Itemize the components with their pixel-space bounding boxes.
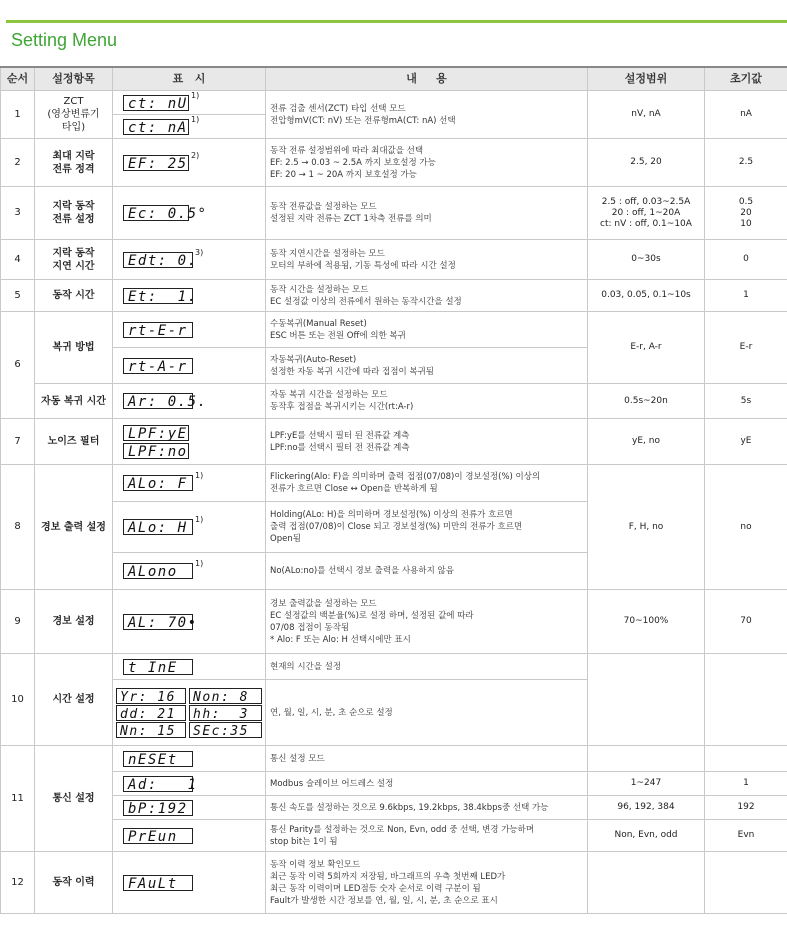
setting-range: 1~247 [588, 772, 705, 796]
description-line: Open됨 [270, 534, 301, 544]
description-line: No(ALo:no)를 선택시 경보 출력을 사용하지 않음 [266, 553, 588, 590]
table-row [1, 419, 787, 465]
initial-value: 1 [705, 280, 787, 312]
initial-value: 0.5 [738, 196, 754, 207]
lcd-display: rt-E-r [123, 322, 193, 338]
row-item: 경보 설정 [35, 590, 113, 654]
table-row [1, 465, 787, 502]
row-number: 5 [1, 280, 35, 312]
table-row [1, 590, 787, 654]
table-row [1, 820, 787, 852]
lcd-display: t InE [123, 659, 193, 675]
setting-range: 0~30s [588, 240, 705, 280]
lcd-display: Edt: 0. [123, 252, 193, 268]
description-line: EC 설정값 이상의 전류에서 원하는 동작시간을 설정 [270, 296, 462, 307]
lcd-display: Ad: 1 [123, 776, 193, 792]
lcd-display: PrEun [123, 828, 193, 844]
setting-range: 0.5s~20n [588, 384, 705, 419]
header-range: 설정범위 [588, 67, 705, 91]
table-row [1, 240, 787, 280]
footnote-mark: 1) [195, 471, 204, 480]
row-item: 지락 동작 지연 시간 [35, 240, 113, 280]
setting-range: F, H, no [588, 465, 705, 590]
setting-range: 2.5 : off, 0.03~2.5A [601, 196, 691, 207]
table-row [1, 746, 787, 772]
setting-range: Non, Evn, odd [588, 820, 705, 852]
lcd-display: ct: nU [123, 95, 189, 111]
setting-range: 2.5, 20 [588, 139, 705, 187]
description-line: 동작 전류값을 설정하는 모드 [270, 202, 377, 212]
row-number: 8 [1, 465, 35, 590]
description-line: Flickering(Alo: F)을 의미하며 출력 접점(07/08)이 경보설정(%) 이상의 [270, 472, 541, 482]
description-line: 통신 설정 모드 [266, 746, 588, 772]
table-row [1, 384, 787, 419]
description-line: 설정된 지락 전류는 ZCT 1차측 전류를 의미 [270, 214, 432, 224]
lcd-display: Et: 1. [123, 288, 193, 304]
initial-value: yE [705, 419, 787, 465]
description-line: 경보 출력값을 설정하는 모드 [270, 598, 377, 609]
table-row [1, 772, 787, 796]
lcd-display: ALo: F [123, 475, 193, 491]
row-item: 최대 지락 전류 정격 [35, 139, 113, 187]
footnote-mark: 1) [191, 114, 200, 124]
initial-value: 0 [705, 240, 787, 280]
description-line: 전류가 흐르면 Close ↔ Open을 반복하게 됨 [270, 484, 438, 494]
setting-range: yE, no [588, 419, 705, 465]
row-number: 11 [1, 746, 35, 852]
description-line: 전류 검출 센서(ZCT) 타입 선택 모드 [270, 103, 406, 114]
initial-value: 192 [705, 796, 787, 820]
description-line: 동작 이력 정보 확인모드 [270, 859, 361, 870]
table-row [1, 852, 787, 914]
description-line: 수동복귀(Manual Reset) [270, 318, 367, 329]
row-item: 경보 출력 설정 [35, 465, 113, 590]
setting-range: 20 : off, 1~20A [611, 207, 681, 218]
row-item: ZCT (영상변류기 타입) [35, 91, 113, 139]
lcd-display: EF: 25 [123, 155, 189, 171]
row-item: 통신 설정 [35, 746, 113, 852]
initial-value: Evn [705, 820, 787, 852]
description-line: 최근 동작 이력 5회까지 저장됨, 바그래프의 우측 첫번째 LED가 [270, 871, 506, 882]
description-line: 통신 속도를 설정하는 것으로 9.6kbps, 19.2kbps, 38.4kbps중 선택 가능 [266, 796, 588, 820]
table-row [1, 654, 787, 680]
table-row [1, 139, 787, 187]
header-display: 표 시 [113, 67, 266, 91]
description-line: 현재의 시간을 설정 [266, 654, 588, 680]
lcd-display: FAuLt [123, 875, 193, 891]
description-line: 동작후 접점을 복귀시키는 시간(rt:A-r) [270, 402, 414, 412]
description-line: 설정한 자동 복귀 시간에 따라 접점이 복귀됨 [270, 366, 435, 377]
description-line: EC 설정값의 백분율(%)로 설정 하며, 설정된 값에 따라 [270, 610, 474, 621]
row-number: 6 [1, 312, 35, 419]
description-line: * Alo: F 또는 Alo: H 선택시에만 표시 [270, 634, 411, 645]
description-line: 자동복귀(Auto-Reset) [270, 354, 357, 365]
lcd-display: bP:192 [123, 800, 193, 816]
row-item: 자동 복귀 시간 [35, 384, 113, 419]
lcd-display: Yr: 16 [116, 688, 186, 704]
lcd-display: nESEt [123, 751, 193, 767]
setting-range: 70~100% [588, 590, 705, 654]
lcd-display: ALo: H [123, 519, 193, 535]
description-line: 동작 전류 설정범위에 따라 최대값을 선택 [270, 145, 424, 156]
row-number: 1 [1, 91, 35, 139]
setting-range: E-r, A-r [588, 312, 705, 384]
title-underline [6, 20, 787, 23]
row-number: 4 [1, 240, 35, 280]
description-line: 전압형mV(CT: nV) 또는 전류형mA(CT: nA) 선택 [270, 115, 456, 126]
description-line: Holding(ALo: H)을 의미하며 경보설정(%) 이상의 전류가 흐르면 [270, 510, 513, 520]
row-number: 3 [1, 187, 35, 240]
initial-value: E-r [705, 312, 787, 384]
footnote-mark: 3) [195, 247, 204, 257]
description-line: 07/08 접점이 동작됨 [270, 622, 350, 633]
description-line: LPF:no를 선택시 필터 전 전류값 계측 [270, 442, 410, 453]
row-item: 동작 시간 [35, 280, 113, 312]
lcd-display: rt-A-r [123, 358, 193, 374]
lcd-display: Ec: 0.5° [123, 205, 189, 221]
setting-range: nV, nA [588, 91, 705, 139]
lcd-display: AL: 70• [123, 614, 193, 630]
lcd-display: ct: nA [123, 119, 189, 135]
initial-value: 70 [705, 590, 787, 654]
row-number: 7 [1, 419, 35, 465]
initial-value: 10 [740, 218, 752, 229]
header-no: 순서 [1, 67, 35, 91]
lcd-display: dd: 21 [116, 705, 186, 721]
initial-value: 1 [705, 772, 787, 796]
table-row [1, 312, 787, 348]
row-item: 동작 이력 [35, 852, 113, 914]
initial-value: no [705, 465, 787, 590]
footnote-mark: 2) [191, 150, 200, 160]
header-init: 초기값 [705, 67, 787, 91]
footnote-mark: 1) [195, 559, 204, 568]
description-line: 모터의 부하에 적용됨, 기동 특성에 따라 시간 설정 [270, 260, 456, 271]
setting-range: 0.03, 0.05, 0.1~10s [588, 280, 705, 312]
description-line: 출력 접점(07/08)이 Close 되고 경보설정(%) 미만의 전류가 흐르면 [270, 522, 523, 532]
lcd-display: Non: 8 [189, 688, 262, 704]
description-line: 최근 동작 이력이며 LED점등 숫자 순서로 이력 구분이 됨 [270, 883, 481, 894]
table-row [1, 91, 787, 115]
table-row [1, 280, 787, 312]
header-content: 내 용 [266, 67, 588, 91]
description-line: 동작 시간을 설정하는 모드 [270, 284, 369, 295]
description-line: EF: 2.5 → 0.03 ~ 2.5A 까지 보호설정 가능 [270, 157, 436, 168]
row-number: 2 [1, 139, 35, 187]
lcd-display: ALono [123, 563, 193, 579]
row-number: 10 [1, 654, 35, 746]
table-header-row [1, 67, 787, 91]
footnote-mark: 1) [195, 515, 204, 524]
row-item: 노이즈 필터 [35, 419, 113, 465]
description-line: Fault가 발생한 시간 정보를 연, 월, 일, 시, 분, 초 순으로 표시 [270, 895, 498, 906]
description-line: 연, 월, 일, 시, 분, 초 순으로 설정 [266, 680, 588, 746]
description-line: LPF:yE를 선택시 필터 된 전류값 계측 [270, 430, 410, 441]
description-line: ESC 버튼 또는 전원 Off에 의한 복귀 [270, 330, 406, 341]
row-number: 9 [1, 590, 35, 654]
table-row [1, 796, 787, 820]
row-item: 복귀 방법 [35, 312, 113, 384]
setting-range: 96, 192, 384 [588, 796, 705, 820]
header-item: 설정항목 [35, 67, 113, 91]
initial-value: 20 [740, 207, 752, 218]
description-line: 통신 Parity를 설정하는 것으로 Non, Evn, odd 중 선택, 변경 가능하며 [270, 824, 535, 835]
initial-value: nA [705, 91, 787, 139]
lcd-display: Ar: 0.5. [123, 393, 193, 409]
lcd-display: LPF:yE [123, 425, 189, 441]
initial-value: 2.5 [705, 139, 787, 187]
footnote-mark: 1) [191, 90, 200, 100]
setting-range: ct: nV : off, 0.1~10A [600, 218, 692, 229]
description-line: 동작 지연시간을 설정하는 모드 [270, 248, 385, 259]
row-item: 지락 동작 전류 설정 [35, 187, 113, 240]
description-line: 자동 복귀 시간을 설정하는 모드 [270, 390, 388, 400]
lcd-display: LPF:no [123, 443, 189, 459]
page-title: Setting Menu [11, 30, 118, 50]
lcd-display: Nn: 15 [116, 722, 186, 738]
row-item: 시간 설정 [35, 654, 113, 746]
description-line: stop bit는 1이 됨 [270, 836, 338, 847]
lcd-display: hh: 3 [189, 705, 262, 721]
table-row [1, 187, 787, 240]
description-line: Modbus 슬레이브 어드레스 설정 [266, 772, 588, 796]
setting-menu-table [0, 66, 787, 914]
description-line: EF: 20 → 1 ~ 20A 까지 보호설정 가능 [270, 169, 417, 180]
initial-value: 5s [705, 384, 787, 419]
lcd-display: SEc:35 [189, 722, 262, 738]
row-number: 12 [1, 852, 35, 914]
